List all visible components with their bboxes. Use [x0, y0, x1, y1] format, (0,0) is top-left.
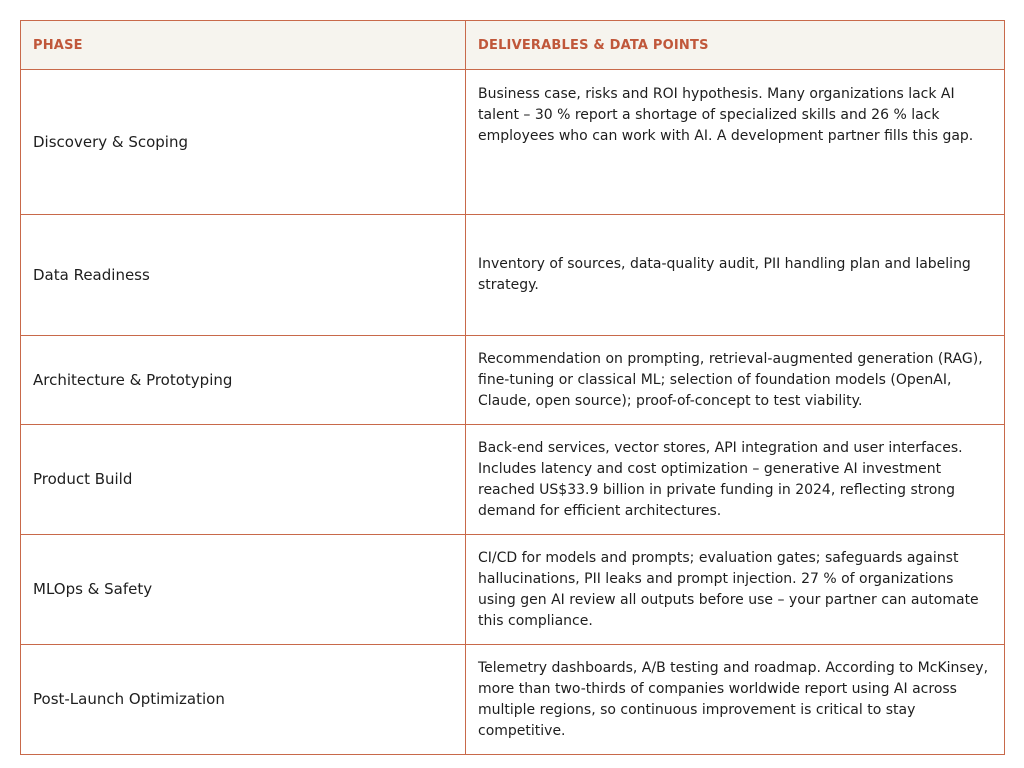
- table-row: [21, 215, 1005, 336]
- table-row: [21, 336, 1005, 425]
- deliverables-cell: Recommendation on prompting, retrieval-augmented generation (RAG), fine-tuning or classical ML; selection of foundation models (OpenAI, Claude, open source); proof-of-concept to test viability.: [466, 336, 1005, 425]
- deliverables-cell: Business case, risks and ROI hypothesis. Many organizations lack AI talent – 30 % report a shortage of specialized skills and 26 % lack employees who can work with AI. A development partner fills this gap.: [466, 70, 1005, 215]
- table-row: [21, 535, 1005, 645]
- phase-cell: Data Readiness: [21, 215, 466, 336]
- deliverables-cell: Inventory of sources, data-quality audit, PII handling plan and labeling strategy.: [466, 215, 1005, 336]
- deliverables-cell: CI/CD for models and prompts; evaluation gates; safeguards against hallucinations, PII leaks and prompt injection. 27 % of organizations using gen AI review all outputs before use – your partner can automate this compliance.: [466, 535, 1005, 645]
- phase-cell: Discovery & Scoping: [21, 70, 466, 215]
- table-row: [21, 645, 1005, 755]
- phase-cell: Product Build: [21, 425, 466, 535]
- deliverables-cell: Back-end services, vector stores, API integration and user interfaces. Includes latency and cost optimization – generative AI investment reached US$33.9 billion in private funding in 2024, reflecting strong demand for efficient architectures.: [466, 425, 1005, 535]
- phase-cell: Post-Launch Optimization: [21, 645, 466, 755]
- phases-table: [20, 20, 1005, 755]
- table-row: [21, 70, 1005, 215]
- phase-cell: MLOps & Safety: [21, 535, 466, 645]
- table-header-row: [21, 21, 1005, 70]
- header-phase: PHASE: [21, 21, 466, 70]
- table-row: [21, 425, 1005, 535]
- header-deliverables: DELIVERABLES & DATA POINTS: [466, 21, 1005, 70]
- deliverables-cell: Telemetry dashboards, A/B testing and roadmap. According to McKinsey, more than two-thirds of companies worldwide report using AI across multiple regions, so continuous improvement is critical to stay competitive.: [466, 645, 1005, 755]
- phase-cell: Architecture & Prototyping: [21, 336, 466, 425]
